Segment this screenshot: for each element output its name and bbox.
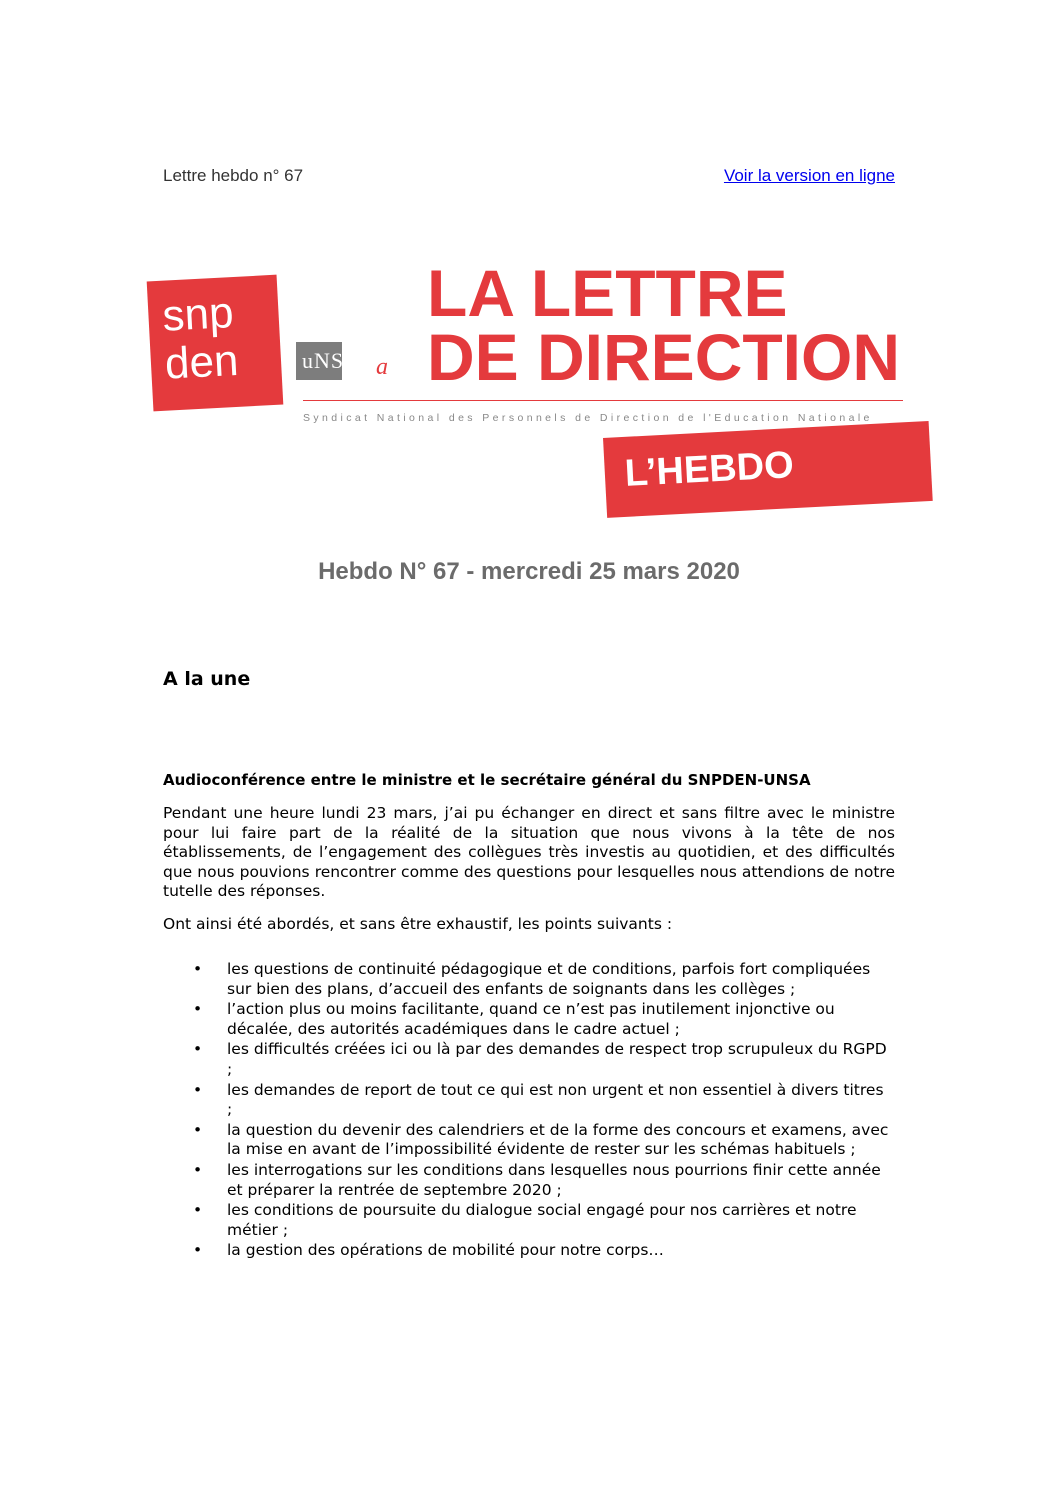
logo-snp-text: snp: [161, 288, 235, 341]
issue-title: Hebdo N° 67 - mercredi 25 mars 2020: [318, 558, 740, 585]
list-item: • la question du devenir des calendriers et de la forme des concours et examens, avec la mise en avant de l’impossibilité évidente de rester sur les schémas habituels ;: [193, 1121, 893, 1160]
article-title: Audioconférence entre le ministre et le secrétaire général du SNPDEN-UNSA: [163, 771, 811, 789]
article-paragraph: Ont ainsi été abordés, et sans être exhaustif, les points suivants :: [163, 915, 673, 933]
masthead-title-line2: DE DIRECTION: [427, 320, 901, 394]
online-version-link[interactable]: Voir la version en ligne: [723, 166, 895, 185]
masthead-title-line1: LA LETTRE: [427, 256, 788, 330]
unsa-logo-suffix: a: [376, 354, 388, 380]
masthead-divider: [303, 400, 903, 401]
list-item: • les questions de continuité pédagogique et de conditions, parfois fort compliquées sur bien des plans, d’accueil des enfants de soignants dans les collèges ;: [193, 960, 893, 999]
hebdo-banner: [603, 421, 933, 518]
snpden-logo: [147, 275, 284, 412]
logo-den-text: den: [163, 335, 240, 389]
topics-list: [193, 960, 893, 1262]
list-item: • la gestion des opérations de mobilité pour notre corps…: [193, 1241, 893, 1261]
list-item: • les interrogations sur les conditions dans lesquelles nous pourrions finir cette année et préparer la rentrée de septembre 2020 ;: [193, 1161, 893, 1200]
article-paragraph: Pendant une heure lundi 23 mars, j’ai pu échanger en direct et sans filtre avec le ministre pour lui faire part de la réalité de la situation que nous vivons à la tête de nos établissements, de l’engagement des collègues très investis au quotidien, et des difficultés que nous pouvions rencontrer comme des questions pour lesquelles nous attendions de notre tutelle des réponses.: [163, 804, 895, 901]
list-item: • les demandes de report de tout ce qui est non urgent et non essentiel à divers titres ;: [193, 1081, 893, 1120]
list-item: • les conditions de poursuite du dialogue social engagé pour nos carrières et notre métier ;: [193, 1201, 893, 1240]
list-item: • l’action plus ou moins facilitante, quand ce n’est pas inutilement injonctive ou décalée, des autorités académiques dans le cadre actuel ;: [193, 1000, 893, 1039]
section-heading: A la une: [163, 668, 251, 690]
masthead-subtitle: Syndicat National des Personnels de Direction de l'Education Nationale: [303, 412, 873, 424]
unsa-logo: [296, 342, 396, 380]
unsa-logo-text: uNS: [302, 348, 345, 373]
issue-label: Lettre hebdo n° 67: [163, 166, 304, 185]
list-item: • les difficultés créées ici ou là par des demandes de respect trop scrupuleux du RGPD ;: [193, 1040, 893, 1079]
hebdo-banner-text: L’HEBDO: [623, 444, 795, 495]
